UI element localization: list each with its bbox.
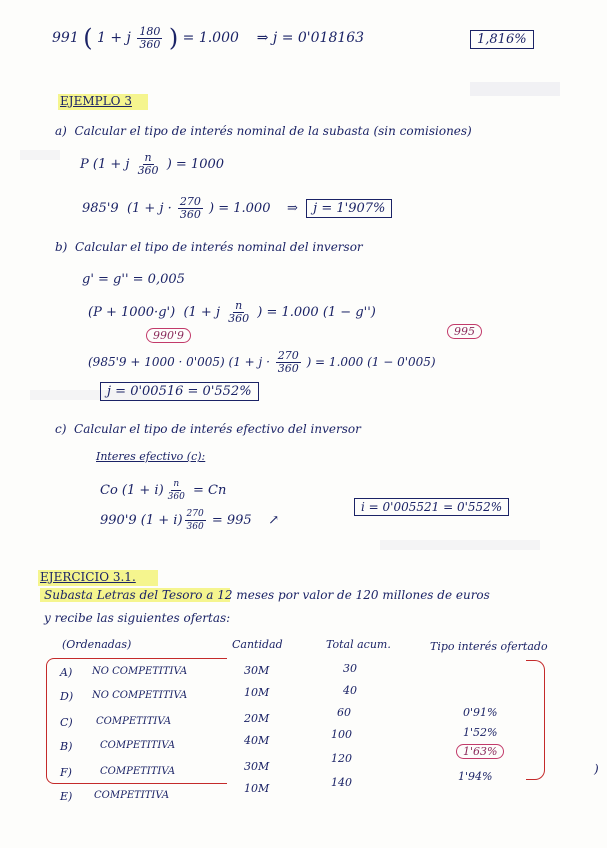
row-letter: A) — [60, 666, 73, 679]
rates-brace — [526, 660, 545, 780]
bleed-through-mark — [380, 540, 540, 550]
part-c-eq5: Co (1 + i) $\frac{n}{360}$ = Cn — [100, 479, 227, 502]
row-letter: B) — [60, 740, 73, 753]
header-total-acum: Total acum. — [326, 638, 391, 651]
circled-value-left: 990'9 — [146, 328, 191, 343]
row-letter: C) — [60, 716, 73, 729]
row-qty: 30M — [244, 760, 270, 773]
bleed-through-mark — [470, 82, 560, 96]
row-acum: 100 — [331, 728, 352, 741]
row-letter: F) — [60, 766, 72, 779]
top-result-box: 1,816% — [470, 32, 534, 47]
row-acum: 60 — [337, 706, 351, 719]
header-cantidad: Cantidad — [232, 638, 283, 651]
row-type: COMPETITIVA — [100, 740, 176, 751]
top-equation: 991 ( 1 + j $\frac{180}{360}$ ) = 1.000 ⇒ j = 0'018163 — [52, 24, 365, 52]
row-qty: 30M — [244, 664, 270, 677]
header-ordenadas: (Ordenadas) — [62, 638, 132, 651]
row-acum: 40 — [343, 684, 357, 697]
row-type: COMPETITIVA — [96, 716, 172, 727]
bleed-through-mark — [20, 150, 60, 160]
ejercicio-text-line2: y recibe las siguientes ofertas: — [44, 611, 231, 625]
circled-value-right: 995 — [447, 324, 482, 339]
row-qty: 40M — [244, 734, 270, 747]
row-rate: 1'63% — [456, 744, 504, 759]
part-a-eq2: 985'9 (1 + j · $\frac{270}{360}$ ) = 1.000 ⇒ j = 1'907% — [82, 196, 392, 221]
row-qty: 20M — [244, 712, 270, 725]
row-type: NO COMPETITIVA — [92, 690, 188, 701]
header-tipo-interes: Tipo interés ofertado — [430, 640, 548, 653]
ejemplo3-heading: EJEMPLO 3 — [60, 94, 132, 108]
row-acum: 30 — [343, 662, 357, 675]
ejercicio-text-line1: Subasta Letras del Tesoro a 12 meses por valor de 120 millones de euros — [44, 588, 490, 602]
row-letter: E) — [60, 790, 73, 803]
part-b-statement: b) Calcular el tipo de interés nominal del inversor — [55, 240, 363, 254]
row-type: COMPETITIVA — [94, 790, 170, 801]
row-type: COMPETITIVA — [100, 766, 176, 777]
part-c-eq6: 990'9 (1 + i) $\frac{270}{360}$ = 995 ↗ — [100, 509, 280, 532]
row-rate: 1'94% — [458, 770, 493, 783]
row-qty: 10M — [244, 686, 270, 699]
row-type: NO COMPETITIVA — [92, 666, 188, 677]
row-rate: 0'91% — [463, 706, 498, 719]
part-c-subhead: Interes efectivo (c): — [96, 450, 206, 463]
part-c-statement: c) Calcular el tipo de interés efectivo del inversor — [55, 422, 361, 436]
part-a-statement: a) Calcular el tipo de interés nominal de la subasta (sin comisiones) — [55, 124, 472, 138]
part-b-result-box: j = 0'00516 = 0'552% — [100, 384, 259, 399]
row-acum: 120 — [331, 752, 352, 765]
part-c-result-box: i = 0'005521 = 0'552% — [354, 500, 509, 514]
margin-mark: ) — [594, 762, 599, 776]
row-qty: 10M — [244, 782, 270, 795]
row-rate: 1'52% — [463, 726, 498, 739]
part-b-eq4: (985'9 + 1000 · 0'005) (1 + j · $\frac{270}{360}$ ) = 1.000 (1 − 0'005) — [88, 349, 436, 375]
ejercicio-heading: EJERCICIO 3.1. — [40, 570, 136, 584]
row-acum: 140 — [331, 776, 352, 789]
part-b-eq3: (P + 1000·g') (1 + j $\frac{n}{360}$ ) = 1.000 (1 − g'') — [88, 299, 376, 325]
part-a-eq1: P (1 + j $\frac{n}{360}$ ) = 1000 — [80, 151, 225, 177]
part-b-g-equation: g' = g'' = 0,005 — [82, 272, 185, 287]
row-letter: D) — [60, 690, 74, 703]
